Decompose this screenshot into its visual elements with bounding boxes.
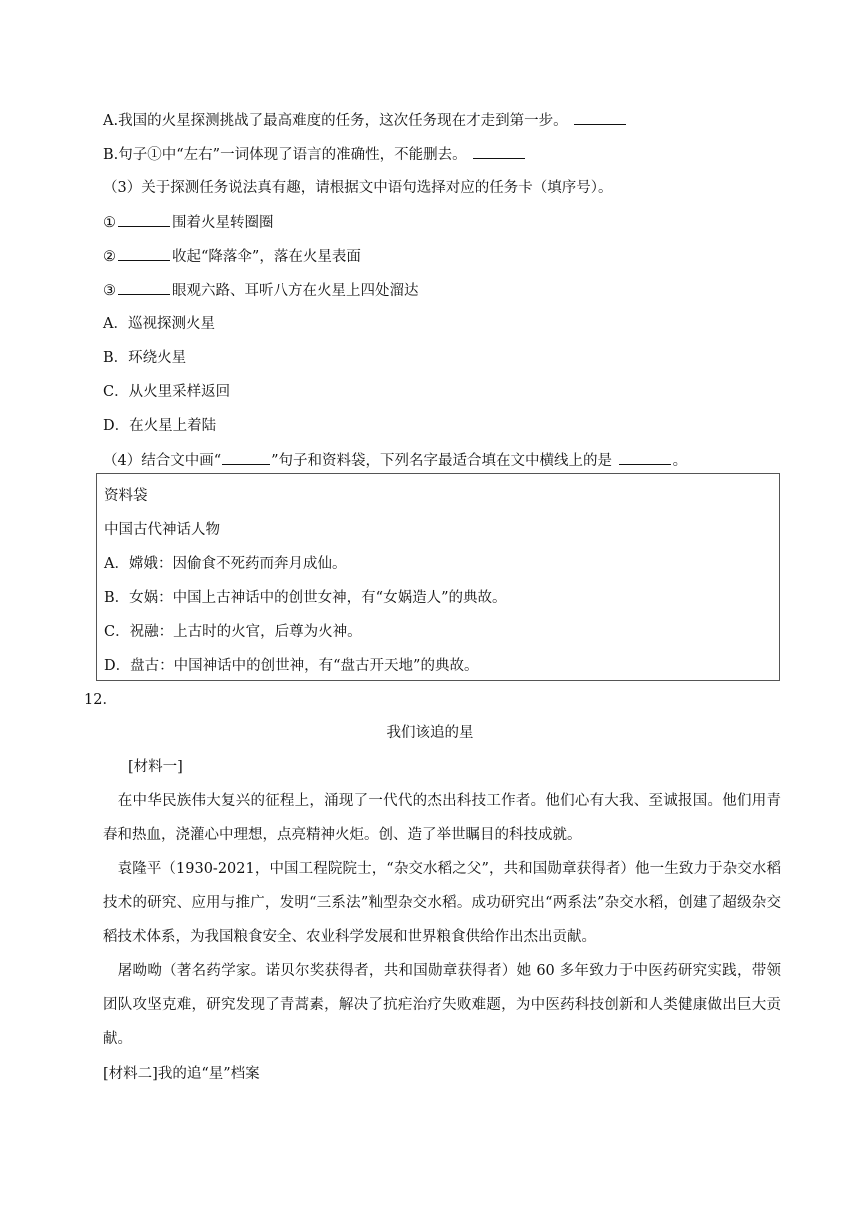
task-card-1 (103, 212, 274, 233)
question-number-12: 12． (84, 692, 117, 708)
task-card-3 (103, 280, 419, 301)
card-blank-3 (118, 280, 170, 295)
choice-b: B．环绕火星 (103, 350, 187, 366)
task-card-2 (103, 246, 361, 267)
info-box-item-d: D．盘古：中国神话中的创世神，有“盘古开天地”的典故。 (104, 658, 479, 674)
choice-c: C．从火里采样返回 (103, 384, 231, 400)
answer-blank-b (473, 144, 525, 159)
paragraph-3-text: 屠呦呦（著名药学家。诺贝尔奖获得者，共和国勋章获得者）她 60 多年致力于中医药研究实践，带领团队攻坚克难，研究发现了青蒿素，解决了抗疟治疗失败难题，为中医药科技创新和人类健康做出巨大贡献。 (103, 963, 781, 1047)
paragraph-1 (103, 784, 781, 852)
q4-part2: ”句子和资料袋，下列名字最适合填在文中横线上的是 (271, 453, 613, 469)
info-box-item-b: B．女娲：中国上古神话中的创世女神，有“女娲造人”的典故。 (104, 590, 507, 606)
paragraph-2 (103, 852, 781, 954)
card-blank-1 (118, 212, 170, 227)
article-title: 我们该追的星 (386, 725, 474, 741)
choice-d: D．在火星上着陆 (103, 418, 217, 434)
info-box-item-a: A．嫦娥：因偷食不死药而奔月成仙。 (104, 556, 347, 572)
option-b-text: B.句子①中“左右”一词体现了语言的准确性，不能删去。 (103, 147, 467, 163)
material-2-label: [材料二]我的追“星”档案 (103, 1066, 260, 1082)
option-a (103, 110, 628, 131)
question-3-prompt: （3）关于探测任务说法真有趣，请根据文中语句选择对应的任务卡（填序号）。 (103, 180, 613, 196)
card-text-2: 收起“降落伞”，落在火星表面 (172, 249, 361, 265)
info-box (96, 473, 780, 681)
paragraph-1-text: 在中华民族伟大复兴的征程上，涌现了一代代的杰出科技工作者。他们心有大我、至诚报国。他们用青春和热血，浇灌心中理想，点亮精神火炬。创、造了举世瞩目的科技成就。 (103, 793, 781, 843)
answer-blank-a (574, 110, 626, 125)
choice-a: A．巡视探测火星 (103, 316, 215, 332)
q4-part1: （4）结合文中画“ (103, 453, 222, 469)
paragraph-3 (103, 954, 781, 1056)
info-box-item-c: C．祝融：上古时的火官，后尊为火神。 (104, 624, 362, 640)
q4-end: 。 (672, 453, 688, 469)
question-4-prompt (103, 450, 687, 471)
card-text-3: 眼观六路、耳听八方在火星上四处溜达 (172, 283, 419, 299)
info-box-subtitle: 中国古代神话人物 (104, 522, 220, 538)
option-b (103, 144, 527, 165)
option-a-text: A.我国的火星探测挑战了最高难度的任务，这次任务现在才走到第一步。 (103, 113, 568, 129)
card-text-1: 围着火星转圈圈 (172, 215, 274, 231)
card-number-2: ② (103, 249, 116, 265)
material-1-label: [材料一] (128, 759, 183, 775)
card-number-3: ③ (103, 283, 116, 299)
card-blank-2 (118, 246, 170, 261)
q4-answer-blank (619, 450, 671, 465)
info-box-title: 资料袋 (104, 488, 148, 504)
q4-sample-underline (222, 452, 270, 465)
paragraph-2-text: 袁隆平（1930-2021，中国工程院院士，“杂交水稻之父”，共和国勋章获得者）他一生致力于杂交水稻技术的研究、应用与推广，发明“三系法”籼型杂交水稻。成功研究出“两系法”杂交水稻，创建了超级杂交稻技术体系，为我国粮食安全、农业科学发展和世界粮食供给作出杰出贡献。 (103, 861, 781, 945)
card-number-1: ① (103, 215, 116, 231)
